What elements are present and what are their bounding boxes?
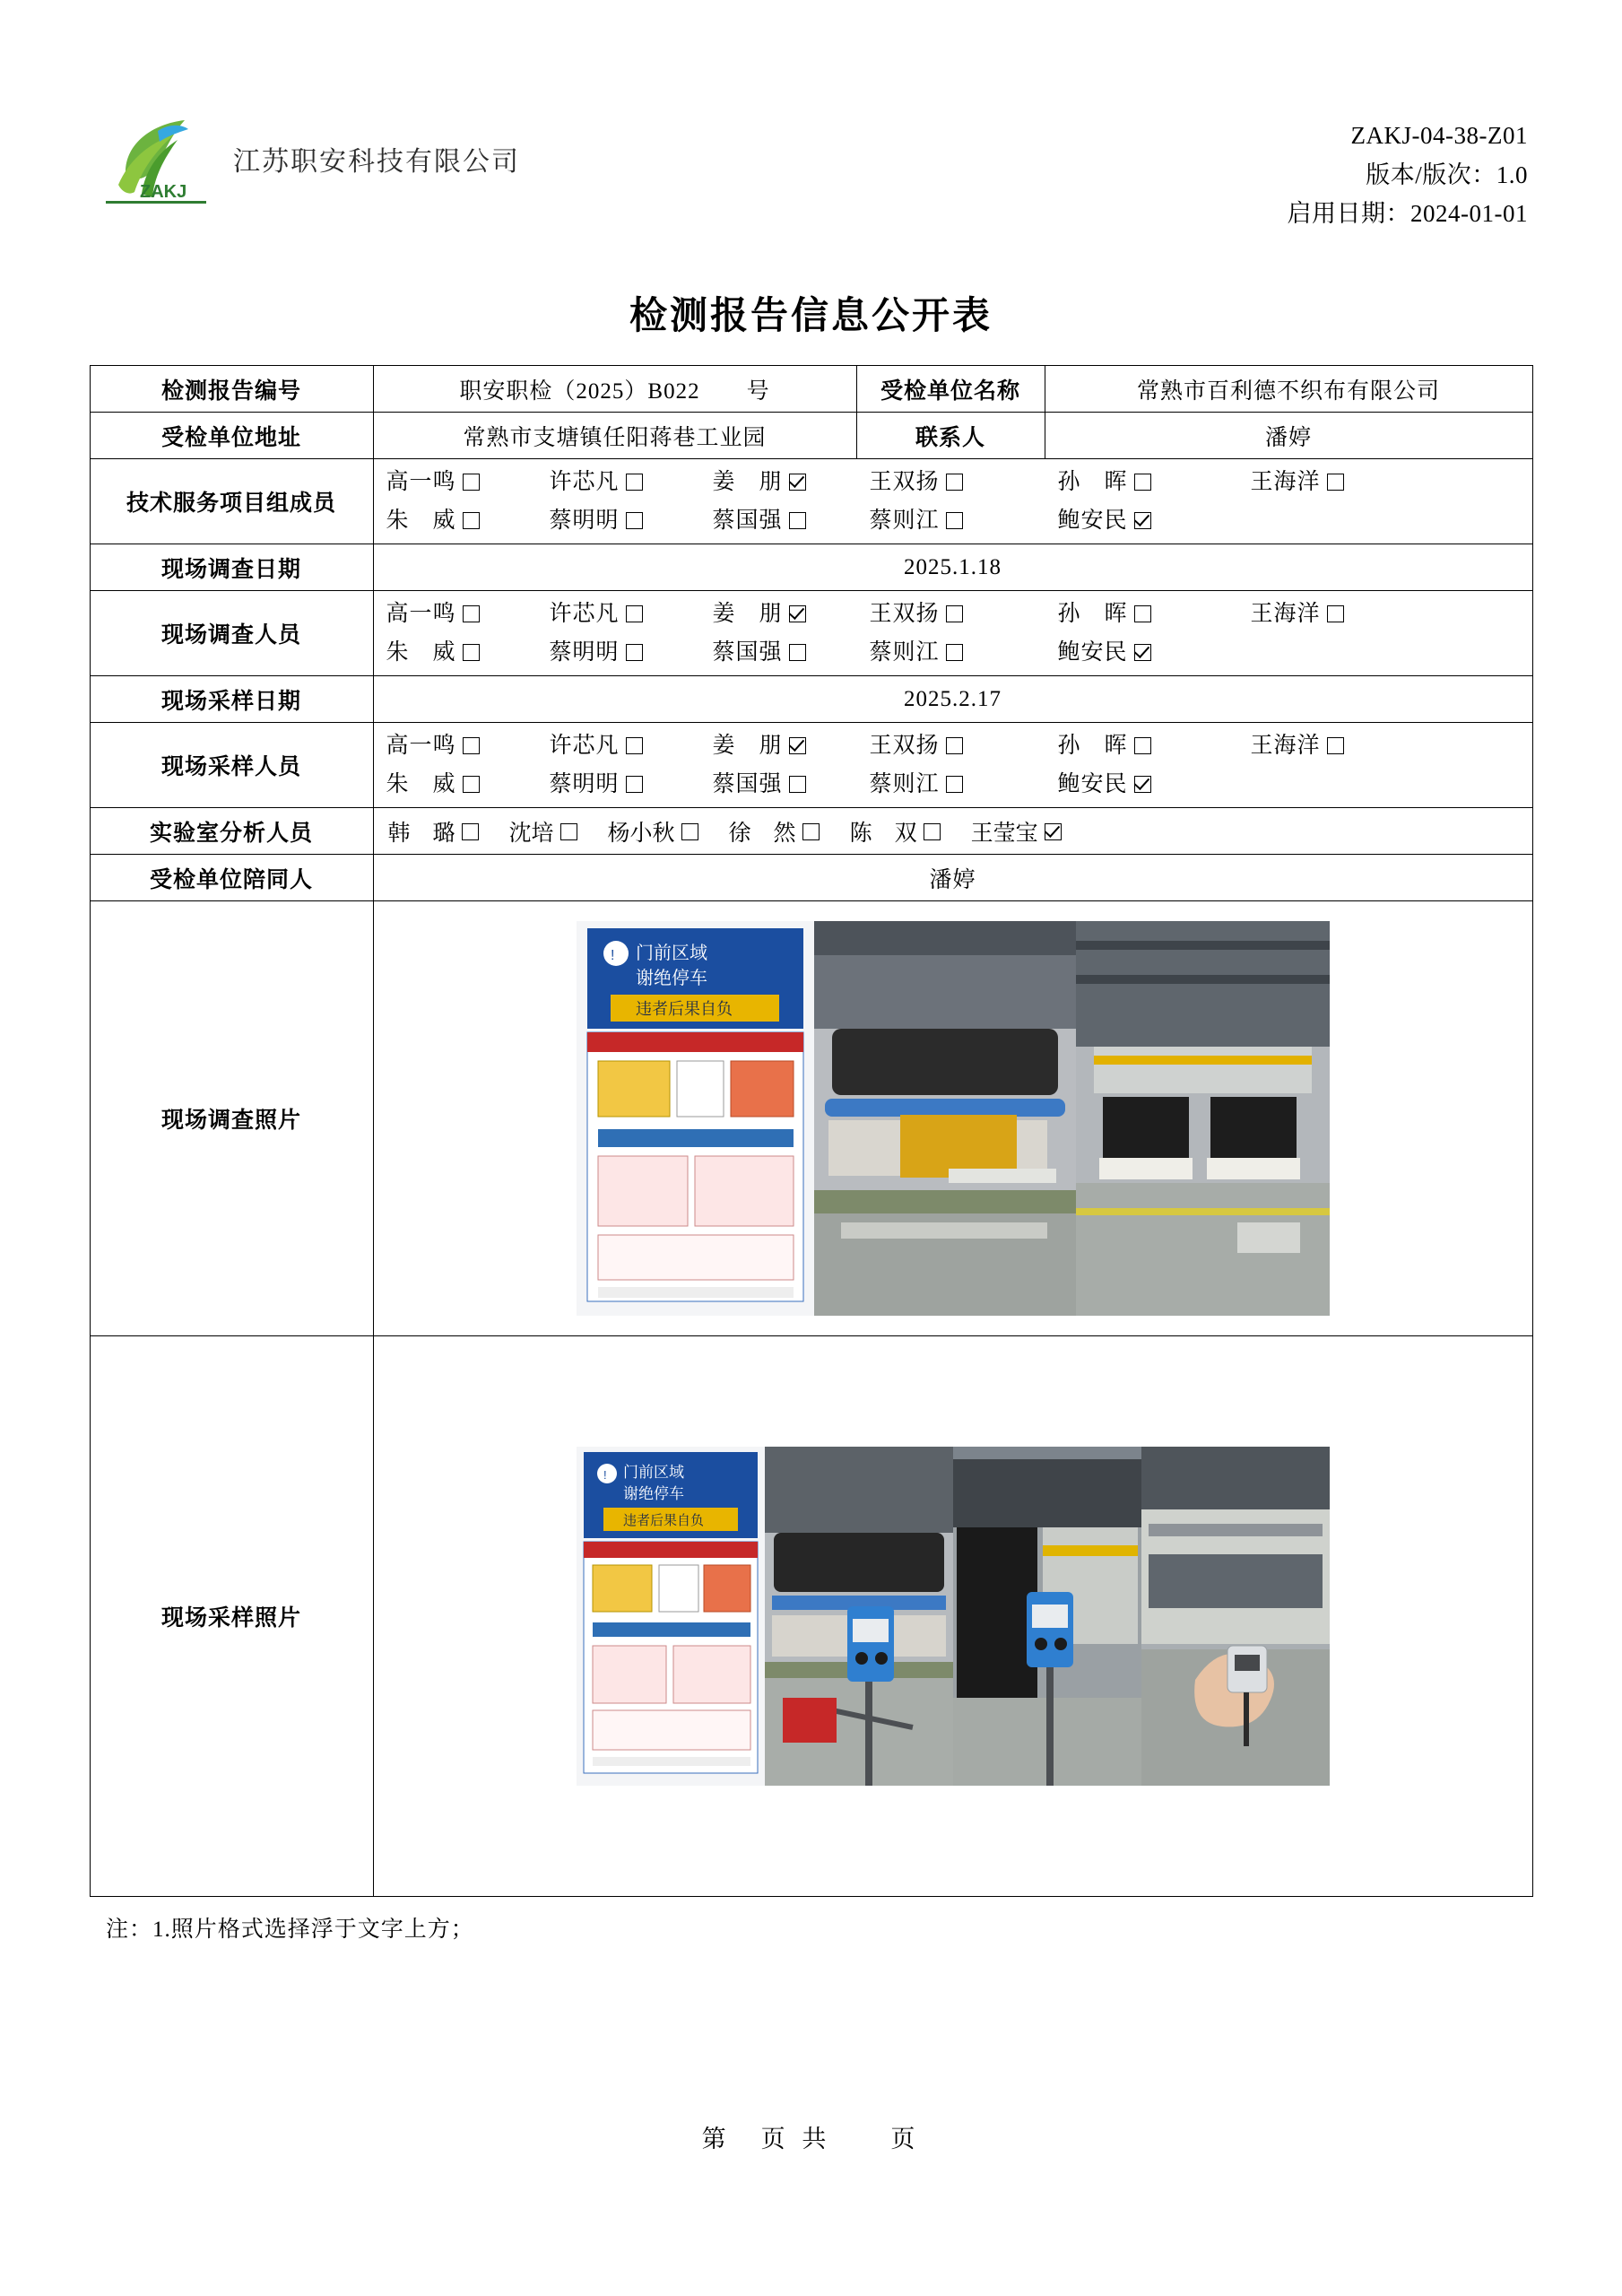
- checkbox-item[interactable]: 徐 然: [729, 815, 820, 848]
- checkbox-item[interactable]: 孙 晖: [1058, 595, 1251, 633]
- table-row: [90, 676, 1532, 723]
- survey-date-label: 现场调查日期: [90, 544, 373, 591]
- svg-text:!: !: [610, 948, 614, 964]
- checkbox-item[interactable]: 王双扬: [870, 726, 1058, 765]
- checkbox[interactable]: [1134, 512, 1151, 529]
- checkbox[interactable]: [626, 512, 643, 529]
- checkbox-item[interactable]: 蔡则江: [870, 765, 1058, 804]
- team-label: 技术服务项目组成员: [90, 459, 373, 544]
- checkbox[interactable]: [463, 776, 480, 793]
- checkbox[interactable]: [946, 776, 963, 793]
- client-label: 受检单位名称: [856, 366, 1045, 413]
- company-name: 江苏职安科技有限公司: [233, 147, 520, 177]
- checkbox[interactable]: [626, 737, 643, 754]
- checkbox[interactable]: [1134, 474, 1151, 491]
- footnote: 注：1.照片格式选择浮于文字上方；: [106, 1918, 474, 1943]
- checkbox[interactable]: [1327, 474, 1344, 491]
- checkbox[interactable]: [946, 474, 963, 491]
- checkbox-item[interactable]: 高一鸣: [386, 595, 550, 633]
- checkbox-item[interactable]: 沈培: [509, 815, 577, 848]
- sampling-people-row-1: [386, 726, 1523, 765]
- table-row: [90, 591, 1532, 676]
- table-row: [90, 459, 1532, 544]
- checkbox[interactable]: [1134, 737, 1151, 754]
- checkbox[interactable]: [626, 605, 643, 622]
- photo-sample-signboard: [577, 1447, 765, 1786]
- checkbox[interactable]: [463, 512, 480, 529]
- checkbox[interactable]: [1327, 737, 1344, 754]
- report-info-table: [90, 365, 1533, 1897]
- checkbox-item[interactable]: 蔡明明: [550, 501, 713, 540]
- svg-text:ZAKJ: ZAKJ: [140, 182, 187, 202]
- table-row: [90, 855, 1532, 901]
- survey-people-group: [373, 591, 1532, 676]
- sampling-people-group: [373, 723, 1532, 808]
- svg-text:!: !: [603, 1468, 607, 1483]
- checkbox[interactable]: [924, 823, 941, 840]
- address-value: 常熟市支塘镇任阳蒋巷工业园: [373, 413, 856, 459]
- table-row: [90, 901, 1532, 1336]
- survey-people-label: 现场调查人员: [90, 591, 373, 676]
- checkbox[interactable]: [946, 512, 963, 529]
- sampling-date-label: 现场采样日期: [90, 676, 373, 723]
- checkbox-item[interactable]: 王双扬: [870, 595, 1058, 633]
- contact-value: 潘婷: [1045, 413, 1532, 459]
- checkbox-item[interactable]: 朱 威: [386, 765, 550, 804]
- report-no-value: 职安职检（2025）B022 号: [373, 366, 856, 413]
- team-members-group: [373, 459, 1532, 544]
- checkbox[interactable]: [463, 474, 480, 491]
- escort-value: 潘婷: [373, 855, 1532, 901]
- checkbox-item[interactable]: 王双扬: [870, 463, 1058, 501]
- photo-survey-machine: [814, 921, 1076, 1316]
- checkbox[interactable]: [1134, 776, 1151, 793]
- sampling-people-label: 现场采样人员: [90, 723, 373, 808]
- checkbox[interactable]: [946, 644, 963, 661]
- checkbox-item[interactable]: 孙 晖: [1058, 463, 1251, 501]
- checkbox[interactable]: [789, 644, 806, 661]
- svg-text:门前区域: 门前区域: [622, 1464, 684, 1482]
- client-value: 常熟市百利德不织布有限公司: [1045, 366, 1532, 413]
- checkbox-item[interactable]: 王海洋: [1251, 595, 1344, 633]
- team-members-row-1: [386, 463, 1523, 501]
- checkbox-item[interactable]: 许芯凡: [550, 463, 713, 501]
- checkbox[interactable]: [560, 823, 577, 840]
- checkbox[interactable]: [463, 737, 480, 754]
- checkbox[interactable]: [626, 474, 643, 491]
- table-row: [90, 808, 1532, 855]
- checkbox-item[interactable]: 许芯凡: [550, 726, 713, 765]
- checkbox[interactable]: [1045, 823, 1062, 840]
- sampling-photo-strip: [577, 1447, 1330, 1786]
- document-effective-date: 启用日期：2024-01-01: [1287, 200, 1528, 228]
- lab-people-group: [373, 808, 1532, 855]
- checkbox-item[interactable]: 姜 朋: [713, 726, 870, 765]
- checkbox-item[interactable]: 孙 晖: [1058, 726, 1251, 765]
- checkbox[interactable]: [789, 737, 806, 754]
- checkbox-item[interactable]: 韩 璐: [388, 815, 479, 848]
- checkbox[interactable]: [626, 776, 643, 793]
- svg-text:谢绝停车: 谢绝停车: [622, 1485, 684, 1503]
- checkbox[interactable]: [789, 474, 806, 491]
- checkbox[interactable]: [462, 823, 479, 840]
- checkbox[interactable]: [1134, 605, 1151, 622]
- checkbox-item[interactable]: 王海洋: [1251, 726, 1344, 765]
- header-right: [1288, 108, 1528, 234]
- checkbox[interactable]: [1134, 644, 1151, 661]
- checkbox-item[interactable]: 杨小秋: [608, 815, 698, 848]
- checkbox[interactable]: [946, 605, 963, 622]
- checkbox[interactable]: [789, 605, 806, 622]
- svg-text:门前区域: 门前区域: [635, 944, 707, 964]
- survey-photo-cell: [373, 901, 1532, 1336]
- survey-photo-strip: [577, 921, 1330, 1316]
- checkbox-item[interactable]: 姜 朋: [713, 595, 870, 633]
- checkbox-item[interactable]: 蔡明明: [550, 633, 713, 672]
- table-row: [90, 723, 1532, 808]
- contact-label: 联系人: [856, 413, 1045, 459]
- survey-people-row-1: [386, 595, 1523, 633]
- escort-label: 受检单位陪同人: [90, 855, 373, 901]
- checkbox-item[interactable]: 蔡国强: [713, 765, 870, 804]
- checkbox-item[interactable]: 蔡则江: [870, 633, 1058, 672]
- sampling-people-row-2: [386, 765, 1523, 804]
- header-left: [99, 108, 520, 215]
- checkbox[interactable]: [463, 605, 480, 622]
- checkbox-item[interactable]: 高一鸣: [386, 726, 550, 765]
- table-row: [90, 413, 1532, 459]
- checkbox-item[interactable]: 朱 威: [386, 501, 550, 540]
- svg-text:违者后果自负: 违者后果自负: [622, 1513, 704, 1529]
- document-code: ZAKJ-04-38-Z01: [1350, 122, 1528, 149]
- checkbox[interactable]: [789, 776, 806, 793]
- sampling-date-value: 2025.2.17: [373, 676, 1532, 723]
- photo-sample-pump-1: [765, 1447, 953, 1786]
- checkbox-item[interactable]: 陈 双: [850, 815, 941, 848]
- lab-label: 实验室分析人员: [90, 808, 373, 855]
- checkbox-item[interactable]: 许芯凡: [550, 595, 713, 633]
- page-footer: 第 页 共 页: [701, 2126, 921, 2152]
- survey-photo-label: 现场调查照片: [90, 901, 373, 1336]
- photo-sample-pump-2: [953, 1447, 1141, 1786]
- checkbox-item[interactable]: 高一鸣: [386, 463, 550, 501]
- checkbox-item[interactable]: 王莹宝: [971, 815, 1062, 848]
- table-row: [90, 366, 1532, 413]
- photo-survey-signboard: [577, 921, 814, 1316]
- checkbox-item[interactable]: 蔡明明: [550, 765, 713, 804]
- checkbox[interactable]: [463, 644, 480, 661]
- checkbox-item[interactable]: 王海洋: [1251, 463, 1344, 501]
- checkbox-item[interactable]: 姜 朋: [713, 463, 870, 501]
- checkbox-item[interactable]: 鲍安民: [1058, 765, 1251, 804]
- checkbox[interactable]: [681, 823, 698, 840]
- photo-sample-handheld-meter: [1141, 1447, 1330, 1786]
- sampling-photo-cell: [373, 1336, 1532, 1897]
- sampling-photo-group: [374, 1447, 1532, 1786]
- checkbox[interactable]: [1327, 605, 1344, 622]
- page-title: 检测报告信息公开表: [629, 294, 993, 337]
- checkbox[interactable]: [802, 823, 820, 840]
- checkbox[interactable]: [789, 512, 806, 529]
- photo-survey-workshop: [1076, 921, 1330, 1316]
- checkbox-item[interactable]: 朱 威: [386, 633, 550, 672]
- checkbox-item[interactable]: 鲍安民: [1058, 633, 1251, 672]
- table-row: [90, 1336, 1532, 1897]
- survey-date-value: 2025.1.18: [373, 544, 1532, 591]
- checkbox-item[interactable]: 蔡国强: [713, 501, 870, 540]
- checkbox[interactable]: [946, 737, 963, 754]
- checkbox-item[interactable]: 鲍安民: [1058, 501, 1251, 540]
- page-header: [0, 0, 1622, 234]
- svg-text:违者后果自负: 违者后果自负: [635, 1000, 733, 1019]
- svg-text:谢绝停车: 谢绝停车: [635, 969, 707, 989]
- document-version: 版本/版次：1.0: [1366, 161, 1528, 188]
- table-row: [90, 544, 1532, 591]
- survey-photo-group: [374, 921, 1532, 1316]
- checkbox-item[interactable]: 蔡则江: [870, 501, 1058, 540]
- team-members-row-2: [386, 501, 1523, 540]
- survey-people-row-2: [386, 633, 1523, 672]
- checkbox[interactable]: [626, 644, 643, 661]
- company-logo-icon: [99, 108, 213, 215]
- sampling-photo-label: 现场采样照片: [90, 1336, 373, 1897]
- address-label: 受检单位地址: [90, 413, 373, 459]
- checkbox-item[interactable]: 蔡国强: [713, 633, 870, 672]
- report-no-label: 检测报告编号: [90, 366, 373, 413]
